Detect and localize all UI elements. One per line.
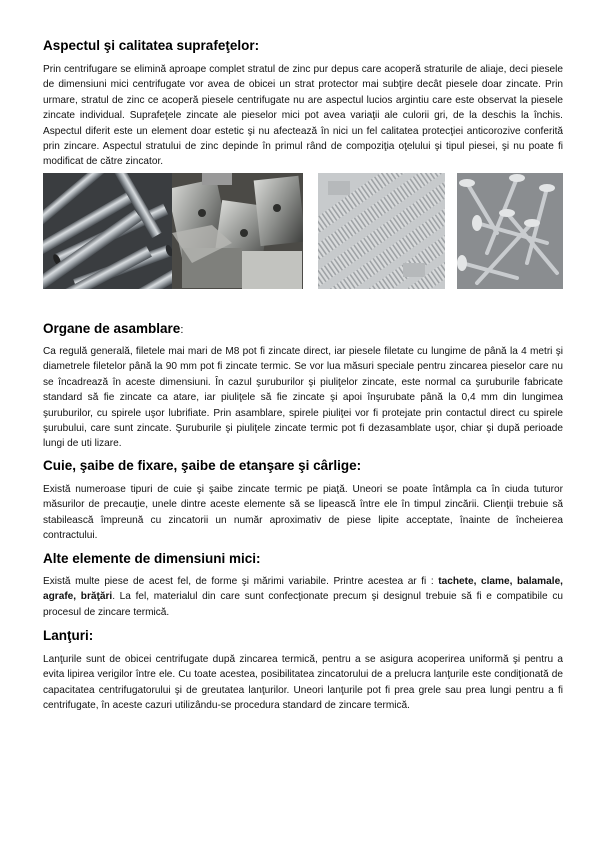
small-elements-text-before: Există multe piese de acest fel, de forme şi mărimi variabile. Printre acestea ar fi :	[43, 576, 439, 587]
section-paragraph-chains: Lanţurile sunt de obicei centrifugate după zincarea termică, pentru a se asigura acoperirea uniformă şi pentru a evita lipirea verigilor între ele. Cu toate acestea, posibilitatea zincatorului de a prelucra lanţurile este condiţionată de capacitatea centrifugatorului şi de greutatea lanţurilor. Uneori lanţurile pot fi prea grele sau prea lungi pentru a fi centrifugate, în aceste cazuri utilizându-se procedura standard de zincare termică.	[43, 654, 563, 712]
section-title-fasteners	[43, 321, 183, 336]
galvanized-hinges-photo	[172, 173, 303, 289]
section-title-small-elements: Alte elemente de dimensiuni mici:	[43, 551, 261, 566]
section-paragraph-small-elements	[43, 574, 563, 620]
section-title-fasteners-suffix: :	[180, 324, 184, 336]
galvanized-tubes-photo	[43, 173, 177, 289]
small-elements-bold-items: tachete, clame, balamale, agrafe, brăţări	[43, 576, 563, 603]
section-paragraph-fasteners: Ca regulă generală, filetele mai mari de M8 pot fi zincate direct, iar piesele filetate cu lungime de până la 4 metri şi diametrele filetelor până la 90 mm pot fi zincate termic. Se vor lua măsuri speciale pentru zincarea pieselor care nu se încadrează în aceste dimensiuni. În cazul şuruburilor şi piuliţelor zincate, este normal ca şuruburile fabricate standard să fie zincate ca atare, iar piuliţele să fie zincate şi apoi înşurubate până la 0,4 mm din lungimea şuruburilor, cu spirele uşor lubrifiate. Prin asamblare, spirele piuliţei vor fi protejate prin contactul direct cu spirele şurubului, care sunt zincate. Şuruburile şi piuliţele zincate termic pot fi dezasamblate uşor, chiar şi după perioade lungi de uti lizare.	[43, 346, 563, 450]
small-elements-text-after: . La fel, materialul din care sunt confecţionate precum şi designul trebuie să fi e compatibile cu procesul de zincare termică.	[43, 591, 563, 618]
section-paragraph-surface-quality: Prin centrifugare se elimină aproape complet stratul de zinc pur depus care acoperă straturile de aliaje, deci piesele de dimensiuni mici centrifugate vor avea de obicei un strat protector mai subţire decât piesele doar zincate. Prin urmare, stratul de zinc ce acoperă piesele centrifugate nu are aspectul lucios argintiu care este observat la piesele zincate individual. Suprafeţele zincate ale pieselor mici pot avea variaţii ale culorii gri, de la deschis la închis. Aspectul diferit este un element doar estetic şi nu afectează în nici un fel calitatea protecţiei anticorozive conferită prin zincare. Aspectul stratului de zinc depinde în primul rând de compoziţia oţelului şi tipul piesei, şi nu poate fi modificat de către zincator.	[43, 64, 563, 168]
photo-strip	[43, 173, 563, 289]
section-title-fasteners-text: Organe de asamblare	[43, 321, 181, 336]
section-title-nails-washers: Cuie, şaibe de fixare, şaibe de etanşare şi cârlige:	[43, 458, 362, 473]
section-paragraph-nails-washers: Există numeroase tipuri de cuie şi şaibe zincate termic pe piaţă. Uneori se poate întâmpla ca în ciuda tuturor măsurilor de precauţie, unele dintre aceste elemente să se lipească între ele în timpul zincării. Clienţii trebuie să stabilească împreună cu zincatorii un număr aproximativ de piese lipite acceptate, înainte de încheierea contractului.	[43, 484, 563, 542]
section-title-surface-quality: Aspectul şi calitatea suprafeţelor:	[43, 38, 260, 53]
section-title-chains: Lanţuri:	[43, 628, 94, 643]
galvanized-nails-photo	[457, 173, 563, 289]
galvanized-threaded-bolts-photo	[318, 173, 445, 289]
